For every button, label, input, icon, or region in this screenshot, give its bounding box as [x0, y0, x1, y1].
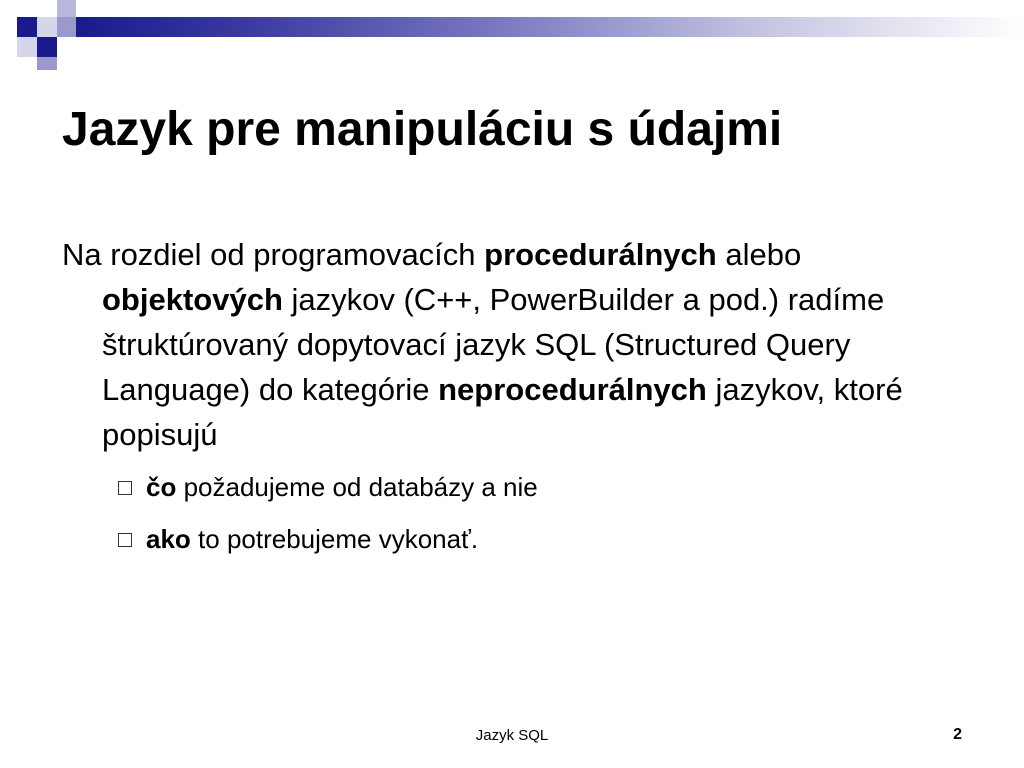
decor-square	[57, 0, 76, 17]
bullet-list	[62, 469, 962, 557]
slide-title: Jazyk pre manipuláciu s údajmi	[62, 103, 783, 156]
decor-square	[37, 57, 57, 70]
page-number: 2	[953, 726, 962, 743]
decor-square	[17, 37, 37, 57]
main-paragraph	[62, 232, 962, 457]
header-decoration	[0, 0, 1024, 70]
header-gradient-bar	[76, 17, 1024, 37]
paragraph-text: jazykov (C++, PowerBuilder a pod.) radíme štruktúrovaný dopytovací jazyk SQL (Structured Query Language) do kategórie	[102, 282, 885, 407]
bullet-bold-term: čo	[146, 472, 177, 502]
square-bullet-icon	[118, 481, 132, 495]
bullet-item	[118, 469, 962, 505]
square-bullet-icon	[118, 533, 132, 547]
decor-square	[57, 17, 76, 37]
paragraph-bold-term: objektových	[102, 282, 283, 317]
paragraph-text: jazykov, ktoré popisujú	[102, 372, 903, 452]
bullet-item	[118, 521, 962, 557]
decor-square	[37, 17, 57, 37]
slide-body	[62, 232, 962, 573]
bullet-bold-term: ako	[146, 524, 191, 554]
paragraph-text: Na rozdiel od programovacích	[62, 237, 485, 272]
footer-title: Jazyk SQL	[475, 727, 549, 744]
decor-square	[37, 37, 57, 57]
decor-square	[17, 17, 37, 37]
paragraph-bold-term: procedurálnych	[484, 237, 717, 272]
paragraph-bold-term: neprocedurálnych	[438, 372, 707, 407]
bullet-text: požadujeme od databázy a nie	[176, 472, 538, 502]
paragraph-text: alebo	[716, 237, 802, 272]
bullet-text: to potrebujeme vykonať.	[190, 524, 479, 554]
